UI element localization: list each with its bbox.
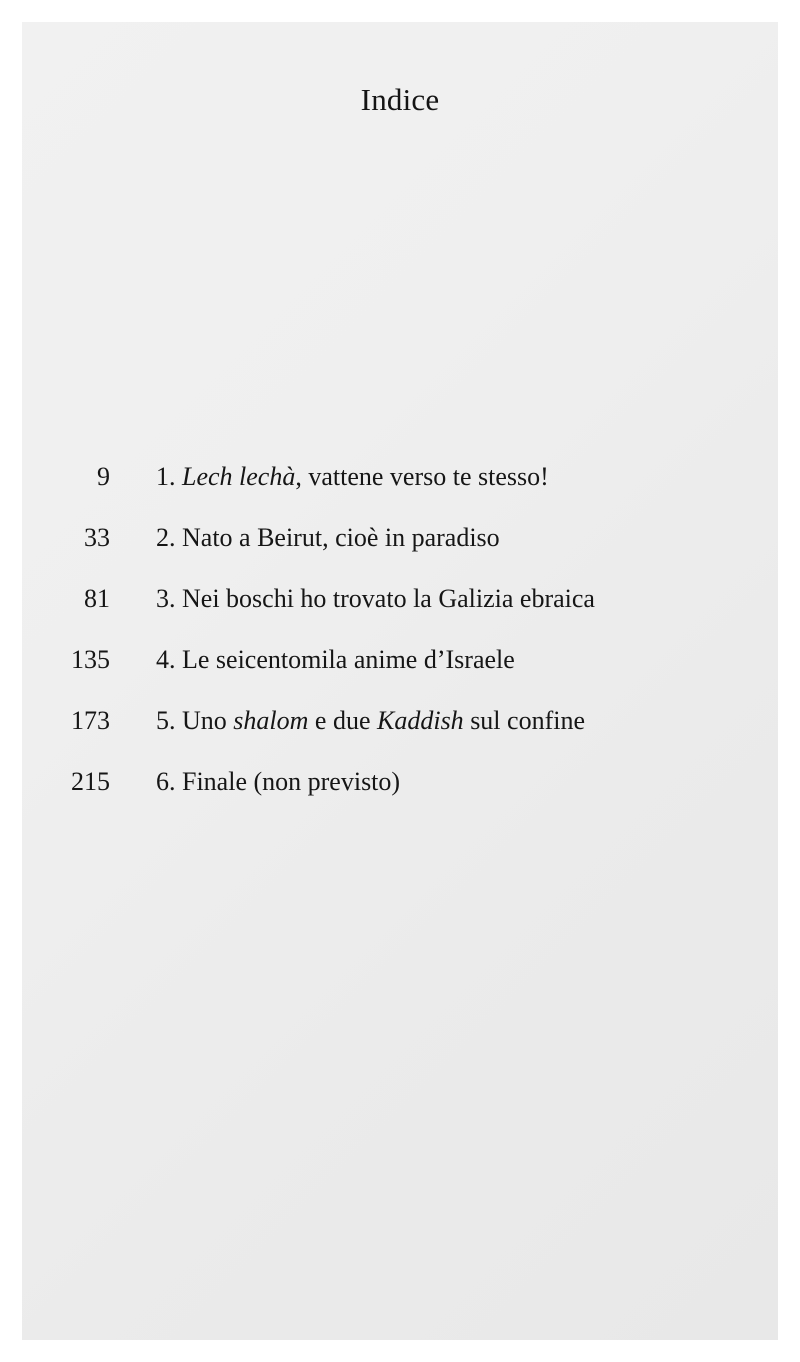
chapter-title-italic-segment: shalom (233, 706, 309, 735)
toc-page-number: 173 (71, 706, 110, 735)
book-page (22, 22, 778, 1340)
table-of-contents (22, 458, 778, 824)
chapter-title-segment: , vattene verso te stesso! (295, 462, 549, 491)
chapter-title-segment: 6. Finale (non previsto) (156, 767, 401, 796)
chapter-title-segment: sul confine (463, 706, 585, 735)
toc-entry (22, 641, 778, 702)
toc-entry (22, 519, 778, 580)
toc-entry (22, 702, 778, 763)
toc-chapter-title (156, 641, 515, 679)
toc-entry (22, 458, 778, 519)
toc-page-number: 215 (71, 767, 110, 796)
chapter-title-segment: 2. Nato a Beirut, cioè in paradiso (156, 523, 500, 552)
chapter-title-segment: 5. Uno (156, 706, 234, 735)
toc-page-number: 135 (71, 645, 110, 674)
toc-entry (22, 580, 778, 641)
toc-page-number: 9 (97, 462, 110, 491)
chapter-title-segment: e due (308, 706, 377, 735)
chapter-title-segment: 1. (156, 462, 182, 491)
toc-chapter-title (156, 458, 549, 496)
chapter-title-italic-segment: Lech lechà (182, 462, 296, 491)
page-title: Indice (360, 82, 440, 117)
chapter-title-segment: 4. Le seicentomila anime d’Israele (156, 645, 515, 674)
toc-chapter-title (156, 763, 400, 801)
toc-chapter-title (156, 519, 500, 557)
chapter-title-italic-segment: Kaddish (377, 706, 464, 735)
toc-chapter-title (156, 580, 595, 618)
chapter-title-segment: 3. Nei boschi ho trovato la Galizia ebraica (156, 584, 595, 613)
toc-entry (22, 763, 778, 824)
toc-page-number: 81 (84, 584, 110, 613)
toc-chapter-title (156, 702, 585, 740)
toc-page-number: 33 (84, 523, 110, 552)
